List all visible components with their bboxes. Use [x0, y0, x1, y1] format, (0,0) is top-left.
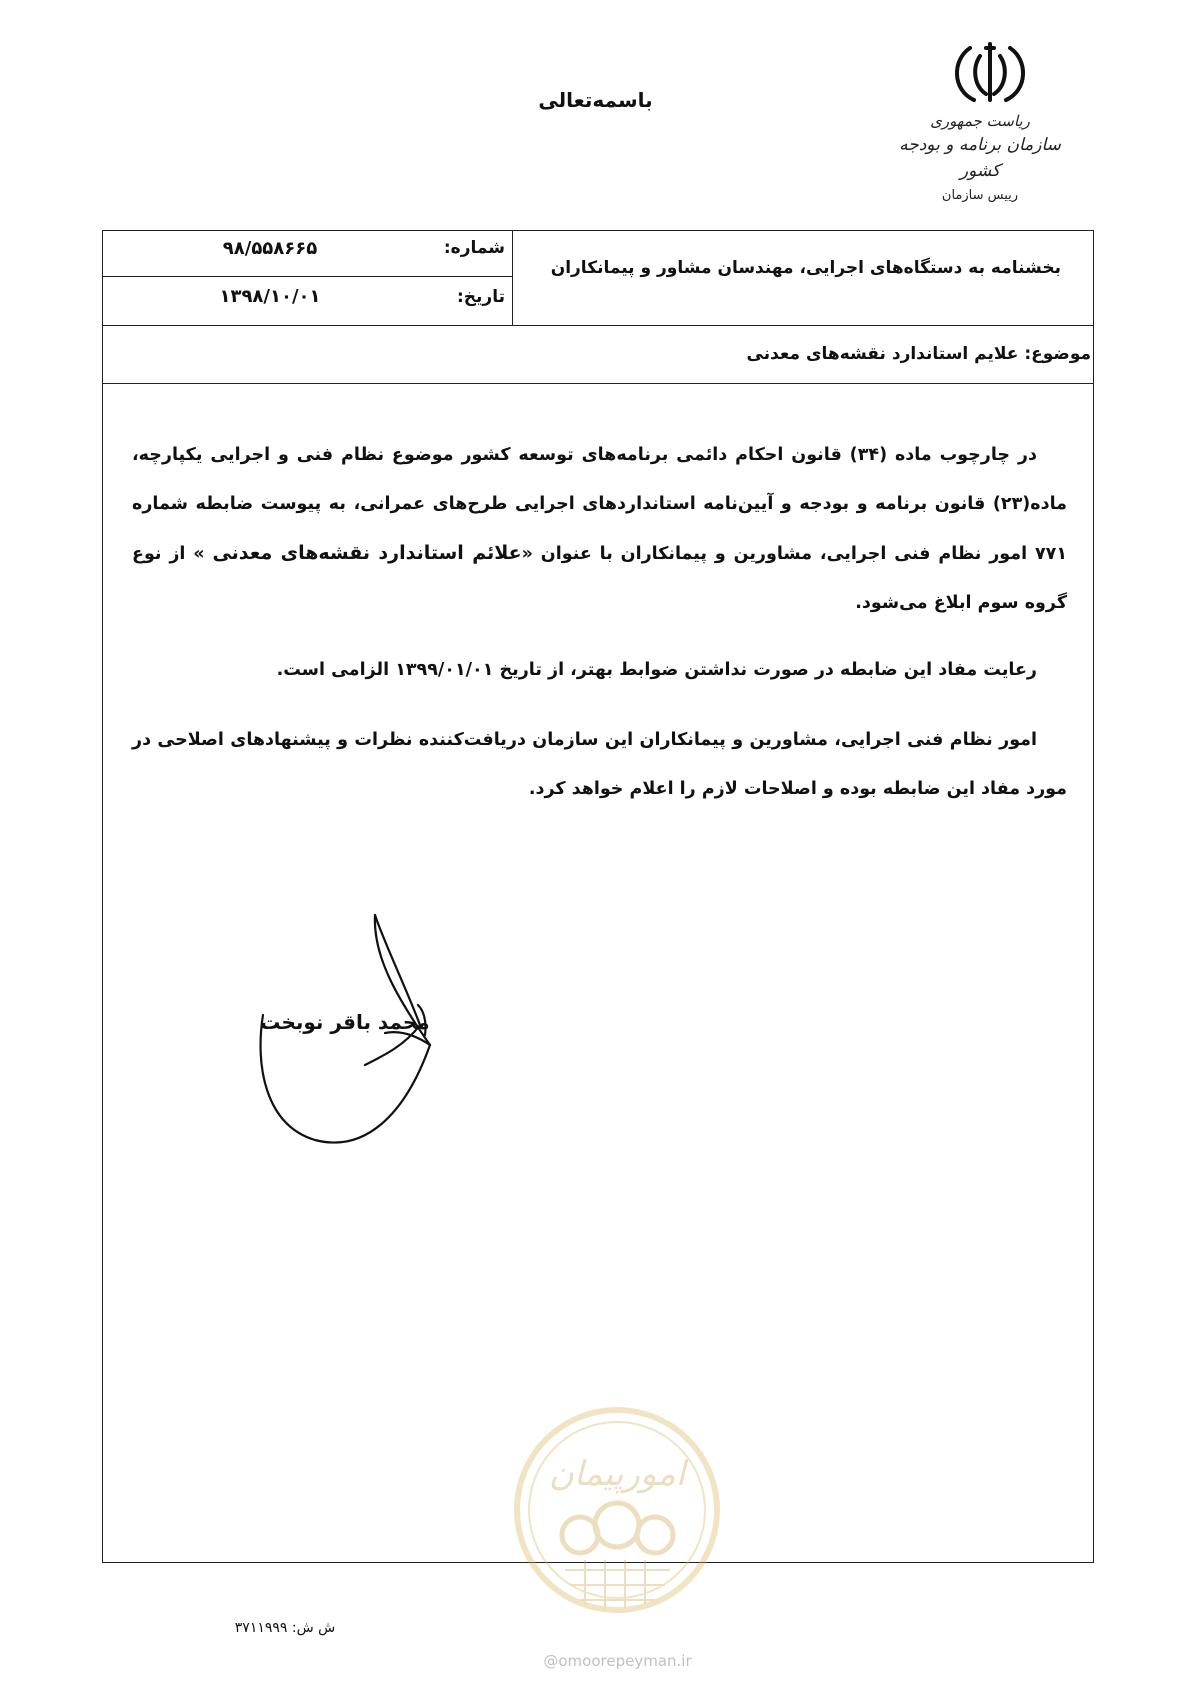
subject-line: موضوع: علایم استاندارد نقشه‌های معدنی [746, 344, 1091, 364]
org-line-head: رییس سازمان [941, 188, 1019, 203]
iran-emblem-icon [940, 38, 1040, 108]
standard-title-emphasis: علائم استاندارد نقشه‌های معدنی [212, 542, 522, 564]
subject-bottom-divider [102, 383, 1094, 384]
footer-tracking-code: ش ش: ۳۷۱۱۹۹۹ [234, 1620, 336, 1636]
body-paragraph-1 [132, 431, 1067, 628]
paragraph-3-text: امور نظام فنی اجرایی، مشاورین و پیمانکاران این سازمان دریافت‌کننده نظرات و پیشنهادهای اصلاحی در مورد مفاد این ضابطه بوده و اصلاحات لازم را اعلام خواهد کرد. [132, 730, 1067, 799]
number-label: شماره: [443, 238, 505, 258]
basmala-heading: باسمه‌تعالی [538, 88, 653, 112]
meta-divider-vertical [512, 230, 513, 326]
org-line-presidency: ریاست جمهوری [930, 112, 1030, 130]
signer-name: محمد باقر نوبخت [260, 1010, 430, 1034]
watermark-logo [510, 1400, 725, 1630]
circular-recipients: بخشنامه به دستگاه‌های اجرایی، مهندسان مشاور و پیمانکاران [550, 258, 1061, 278]
number-value: ۹۸/۵۵۸۶۶۵ [222, 238, 318, 259]
header-bottom-divider [102, 325, 1094, 326]
body-paragraph-3 [132, 716, 1067, 814]
paragraph-1-text-a: در چارچوب ماده (۳۴) قانون احکام دائمی برنامه‌های توسعه کشور موضوع نظام فنی و اجرایی یکپارچه، ماده(۲۳) قانون برنامه و بودجه و آیین‌نامه استانداردهای اجرایی طرح‌های عمرانی، به پیوست ضابطه شماره ۷۷۱ امور نظام فنی اجرایی، مشاورین و پیمانکاران با عنوان « [132, 445, 1068, 564]
paragraph-2-text: رعایت مفاد این ضابطه در صورت نداشتن ضوابط بهتر، از تاریخ ۱۳۹۹/۰۱/۰۱ الزامی است. [276, 660, 1037, 680]
date-value: ۱۳۹۸/۱۰/۰۱ [219, 286, 321, 307]
body-paragraph-2 [132, 646, 1067, 695]
organization-signature-block [890, 110, 1070, 208]
paragraph-1-text-b: » از نوع گروه سوم ابلاغ می‌شود. [132, 544, 1067, 613]
watermark-website: @omoorepeyman.ir [543, 1652, 692, 1670]
org-line-organization: سازمان برنامه و بودجه کشور [899, 135, 1061, 181]
document-frame [102, 230, 1094, 1563]
watermark-logo-text: امورپیمان [548, 1454, 686, 1494]
meta-row-divider [102, 276, 512, 277]
date-label: تاریخ: [457, 287, 505, 307]
